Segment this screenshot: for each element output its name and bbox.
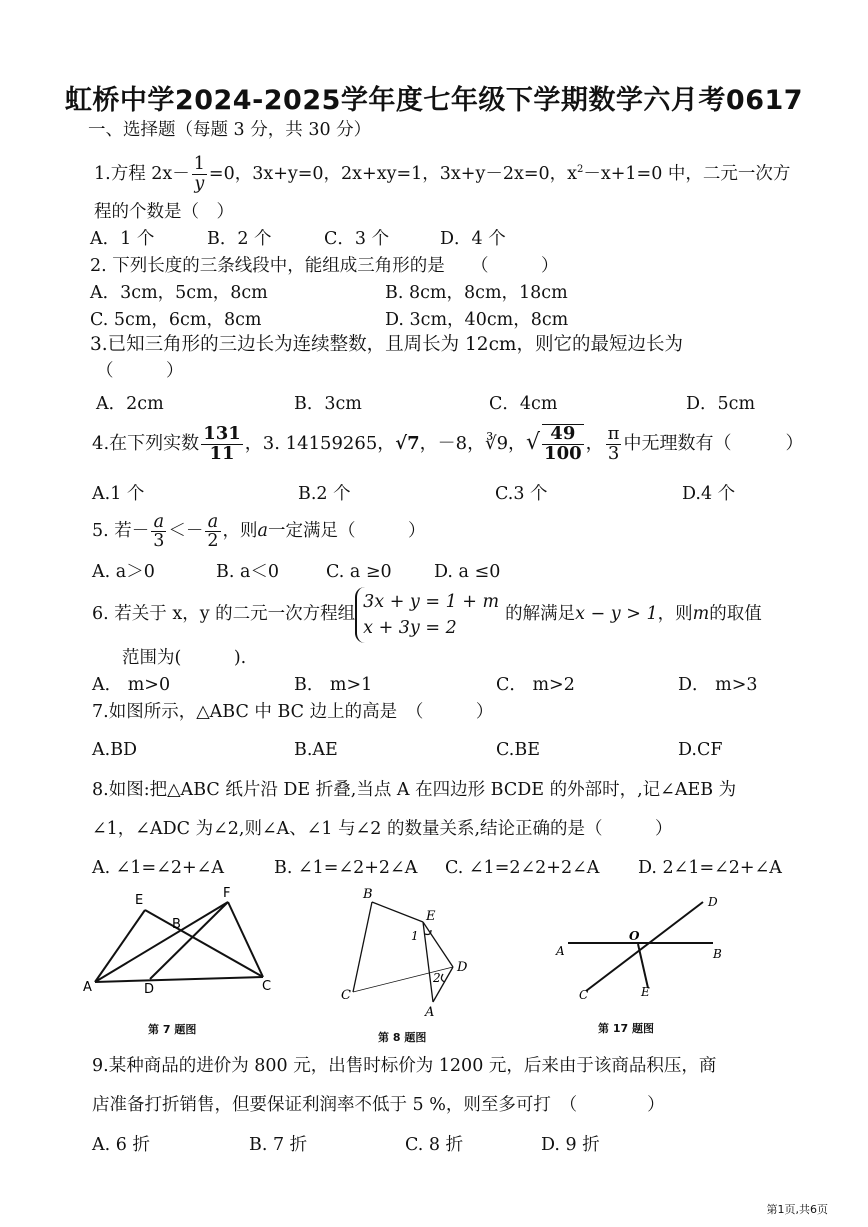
q1-text-b: =0，3x+y=0，2x+xy=1，3x+y－2x=0，x <box>208 163 577 184</box>
fig8-angle-2: 2 <box>433 971 441 985</box>
q4-f3-num: π <box>607 422 620 444</box>
q4-fraction-49-100 <box>542 424 584 464</box>
q5-f1-num: a <box>151 513 166 532</box>
q4-sqrt7: √7 <box>395 433 420 454</box>
q8-option-b[interactable]: B. ∠1=∠2+2∠A <box>274 858 418 878</box>
q5-text-c: 一定满足（ ） <box>267 521 426 541</box>
fig17-label-a: A <box>556 944 565 958</box>
q6-option-b[interactable]: B． m>1 <box>294 675 373 695</box>
q2-option-c[interactable]: C. 5cm，6cm，8cm <box>90 310 262 330</box>
q1-text-a: 1.方程 2x－ <box>94 163 190 184</box>
fig17-label-o: O <box>629 929 640 943</box>
q6-text-a: 6. 若关于 x，y 的二元一次方程组 <box>92 604 356 624</box>
fig8-label-c: C <box>341 988 351 1003</box>
q9-option-b[interactable]: B. 7 折 <box>249 1135 308 1155</box>
question-3-line2: （ ） <box>96 361 184 381</box>
q4-text-e: ， <box>585 433 604 454</box>
q4-text-d: ， <box>508 433 527 454</box>
q2-option-b[interactable]: B. 8cm，8cm，18cm <box>385 283 568 303</box>
q5-option-a[interactable]: A. a＞0 <box>92 562 155 582</box>
q1-option-c[interactable]: C．3 个 <box>324 229 390 249</box>
q3-option-d[interactable]: D．5cm <box>686 394 756 414</box>
q4-option-b[interactable]: B.2 个 <box>298 484 351 504</box>
q5-option-c[interactable]: C. a ≥0 <box>326 562 392 582</box>
fig17-label-c: C <box>579 988 589 1002</box>
fig8-label-e: E <box>426 909 436 924</box>
q1-option-d[interactable]: D．4 个 <box>440 229 506 249</box>
q6-condition: x − y > 1 <box>575 604 658 624</box>
q4-option-d[interactable]: D.4 个 <box>682 484 736 504</box>
question-9-stem: 9.某种商品的进价为 800 元，出售时标价为 1200 元，后来由于该商品积压，商 <box>92 1056 717 1076</box>
q4-text-c: ，－8， <box>419 433 486 454</box>
q6-equation-system <box>355 587 505 643</box>
q1-option-a[interactable]: A．1 个 <box>90 229 155 249</box>
q1-sup: 2 <box>577 164 584 175</box>
q6-eq1: 3x + y = 1 + m <box>363 591 500 612</box>
fig8-label-b: B <box>363 887 373 902</box>
q9-option-c[interactable]: C. 8 折 <box>405 1135 464 1155</box>
q6-text-c: ，则 <box>657 604 693 624</box>
q9-option-a[interactable]: A. 6 折 <box>92 1135 150 1155</box>
q3-option-c[interactable]: C．4cm <box>489 394 558 414</box>
q4-f2-num: 49 <box>542 425 584 445</box>
q4-text-a: 4.在下列实数 <box>92 433 200 454</box>
question-8-line2: ∠1，∠ADC 为∠2,则∠A、∠1 与∠2 的数量关系,结论正确的是（ ） <box>92 819 673 839</box>
q8-option-c[interactable]: C. ∠1=2∠2+2∠A <box>445 858 600 878</box>
page-title: 虹桥中学2024-2025学年度七年级下学期数学六月考0617 <box>64 85 804 116</box>
q6-var-m: m <box>692 604 710 624</box>
q4-fraction-pi-3 <box>606 422 622 464</box>
question-2-stem: 2. 下列长度的三条线段中，能组成三角形的是 （ ） <box>90 256 559 276</box>
fig8-label-d: D <box>457 960 468 975</box>
q5-less-than: ＜－ <box>168 521 204 541</box>
question-7-stem: 7.如图所示，△ABC 中 BC 边上的高是 （ ） <box>92 702 494 722</box>
fig7-label-f: F <box>223 886 231 901</box>
fig8-angle-1: 1 <box>411 929 419 943</box>
q4-option-a[interactable]: A.1 个 <box>92 484 145 504</box>
q6-option-c[interactable]: C． m>2 <box>496 675 575 695</box>
figure-7-caption: 第 7 题图 <box>148 1023 197 1036</box>
q1-frac-den: y <box>194 173 205 194</box>
q4-f3-den: 3 <box>607 442 620 464</box>
q4-cube-root: ∛9 <box>485 433 509 454</box>
q2-option-a[interactable]: A．3cm，5cm，8cm <box>90 283 268 303</box>
fig17-label-e: E <box>641 985 650 999</box>
q7-option-b[interactable]: B.AE <box>294 740 338 760</box>
fig17-label-b: B <box>713 947 722 961</box>
q4-text-b: ，3. 14159265， <box>244 433 396 454</box>
q8-option-a[interactable]: A. ∠1=∠2+∠A <box>92 858 224 878</box>
figure-7 <box>80 882 280 997</box>
q6-option-a[interactable]: A． m>0 <box>92 675 171 695</box>
q7-option-a[interactable]: A.BD <box>92 740 138 760</box>
q5-option-d[interactable]: D. a ≤0 <box>434 562 501 582</box>
q1-frac-num: 1 <box>193 154 205 175</box>
q3-option-a[interactable]: A．2cm <box>96 394 164 414</box>
q5-f2-num: a <box>205 513 220 532</box>
question-6-stem <box>92 586 762 643</box>
q8-option-d[interactable]: D. 2∠1=∠2+∠A <box>638 858 782 878</box>
q1-fraction <box>192 155 207 193</box>
q7-option-d[interactable]: D.CF <box>678 740 723 760</box>
fig7-label-d: D <box>144 982 155 997</box>
q1-option-b[interactable]: B．2 个 <box>207 229 272 249</box>
q1-text-c: －x+1=0 中，二元一次方 <box>583 163 791 184</box>
q5-var-a: a <box>257 521 268 541</box>
figure-8 <box>335 882 485 1022</box>
fig7-label-a: A <box>83 980 92 995</box>
question-3-stem: 3.已知三角形的三边长为连续整数，且周长为 12cm，则它的最短边长为 <box>90 334 683 355</box>
fig17-label-d: D <box>708 895 718 909</box>
fig7-label-e: E <box>135 893 144 908</box>
q9-option-d[interactable]: D. 9 折 <box>541 1135 600 1155</box>
question-8-stem: 8.如图:把△ABC 纸片沿 DE 折叠,当点 A 在四边形 BCDE 的外部时，,记∠AEB 为 <box>92 780 737 800</box>
q6-option-d[interactable]: D． m>3 <box>678 675 758 695</box>
q4-text-f: 中无理数有（ ） <box>623 433 804 454</box>
q4-f1-den: 11 <box>209 442 235 464</box>
q5-fraction-a3 <box>151 513 166 551</box>
q7-option-c[interactable]: C.BE <box>496 740 540 760</box>
q5-text-b: ，则 <box>222 521 258 541</box>
question-4-stem <box>92 422 803 465</box>
question-1-stem <box>94 150 790 194</box>
question-9-line2: 店准备打折销售，但要保证利润率不低于 5 %，则至多可打 （ ） <box>92 1095 665 1115</box>
fig7-label-b: B <box>172 917 181 932</box>
figure-17 <box>548 888 738 1013</box>
figure-17-caption: 第 17 题图 <box>598 1022 654 1035</box>
q4-f1-num: 131 <box>203 422 241 444</box>
question-5-stem <box>92 510 425 552</box>
q5-f1-den: 3 <box>153 531 165 551</box>
q4-f2-den: 100 <box>544 443 582 464</box>
q3-option-b[interactable]: B．3cm <box>294 394 362 414</box>
question-6-line2: 范围为( ). <box>122 648 247 668</box>
q6-eq2: x + 3y = 2 <box>363 617 457 638</box>
q5-fraction-a2 <box>205 513 220 551</box>
q5-text-a: 5. 若－ <box>92 521 150 541</box>
figure-8-caption: 第 8 题图 <box>378 1031 427 1044</box>
q5-option-b[interactable]: B. a＜0 <box>216 562 280 582</box>
q4-fraction-131-11 <box>201 422 243 464</box>
question-1-line2: 程的个数是（ ） <box>94 202 234 222</box>
q5-f2-den: 2 <box>207 531 219 551</box>
fig7-label-c: C <box>262 979 272 994</box>
q6-text-d: 的取值 <box>709 604 762 624</box>
section-heading: 一、选择题（每题 3 分，共 30 分） <box>88 120 372 140</box>
q4-sqrt-symbol: √ <box>526 430 541 455</box>
page-number: 第1页,共6页 <box>766 1203 828 1216</box>
q2-option-d[interactable]: D. 3cm，40cm，8cm <box>385 310 569 330</box>
fig8-label-a: A <box>425 1005 435 1020</box>
q4-option-c[interactable]: C.3 个 <box>495 484 548 504</box>
q6-text-b: 的解满足 <box>505 604 576 624</box>
